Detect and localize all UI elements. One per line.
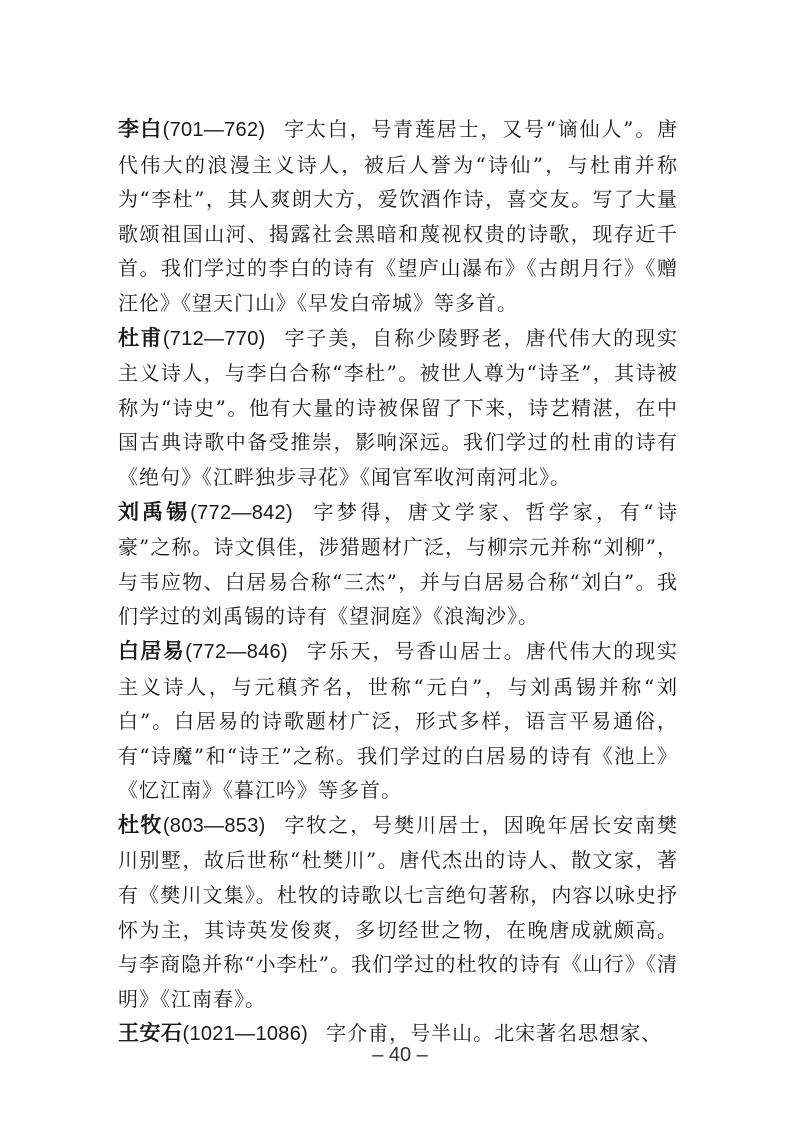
poet-dates: (772—842) <box>190 501 293 524</box>
poet-name: 杜牧 <box>118 812 163 837</box>
poet-dates: (701—762) <box>162 119 266 141</box>
poet-bio: 字太白，号青莲居士，又号“谪仙人”。唐代伟大的浪漫主义诗人，被后人誉为“诗仙”，与杜甫并称为“李杜”，其人爽朗大方，爱饮酒作诗，喜交友。写了大量歌颂祖国山河、揭露社会黑暗和蔑视权贵的诗歌，现存近千首。我们学过的李白的诗有《望庐山瀑布》《古朗月行》《赠汪伦》《望天门山》《早发白帝城》等多首。 <box>118 117 679 315</box>
poet-bio: 字乐天，号香山居士。唐代伟大的现实主义诗人，与元稹齐名，世称“元白”，与刘禹锡并称“刘白”。白居易的诗歌题材广泛，形式多样，语言平易通俗，有“诗魔”和“诗王”之称。我们学过的白居易的诗有《池上》《忆江南》《暮江吟》等多首。 <box>118 638 679 803</box>
poet-dates: (1021—1086) <box>182 1023 309 1046</box>
entry-li-bai <box>118 112 678 321</box>
page-number: – 40 – <box>372 1044 428 1066</box>
poet-name: 刘禹锡 <box>118 499 191 524</box>
entry-liu-yuxi <box>118 495 678 634</box>
poet-name: 王安石 <box>118 1021 183 1046</box>
poet-biographies <box>118 112 678 1052</box>
poet-dates: (803—853) <box>162 814 266 837</box>
entry-du-fu <box>118 321 678 495</box>
poet-name: 杜甫 <box>118 325 163 350</box>
poet-name: 李白 <box>118 117 163 141</box>
poet-dates: (772—846) <box>185 640 288 663</box>
poet-bio: 字子美，自称少陵野老，唐代伟大的现实主义诗人，与李白合称“李杜”。被世人尊为“诗圣”，其诗被称为“诗史”。他有大量的诗被保留了下来，诗艺精湛，在中国古典诗歌中备受推崇，影响深远。我们学过的杜甫的诗有《绝句》《江畔独步寻花》《闻官军收河南河北》。 <box>118 325 679 489</box>
poet-bio: 字梦得，唐文学家、哲学家，有“诗豪”之称。诗文俱佳，涉猎题材广泛，与柳宗元并称“刘柳”，与韦应物、白居易合称“三杰”，并与白居易合称“刘白”。我们学过的刘禹锡的诗有《望洞庭》《浪淘沙》。 <box>118 499 679 629</box>
entry-du-mu <box>118 808 678 1017</box>
poet-bio: 字介甫，号半山。北宋著名思想家、 <box>326 1021 663 1046</box>
poet-dates: (712—770) <box>162 327 266 350</box>
poet-name: 白居易 <box>118 638 186 663</box>
poet-bio: 字牧之，号樊川居士，因晚年居长安南樊川别墅，故后世称“杜樊川”。唐代杰出的诗人、散文家，著有《樊川文集》。杜牧的诗歌以七言绝句著称，内容以咏史抒怀为主，其诗英发俊爽，多切经世之物，在晚唐成就颇高。与李商隐并称“小李杜”。我们学过的杜牧的诗有《山行》《清明》《江南春》。 <box>118 812 679 1011</box>
entry-bai-juyi <box>118 634 678 808</box>
